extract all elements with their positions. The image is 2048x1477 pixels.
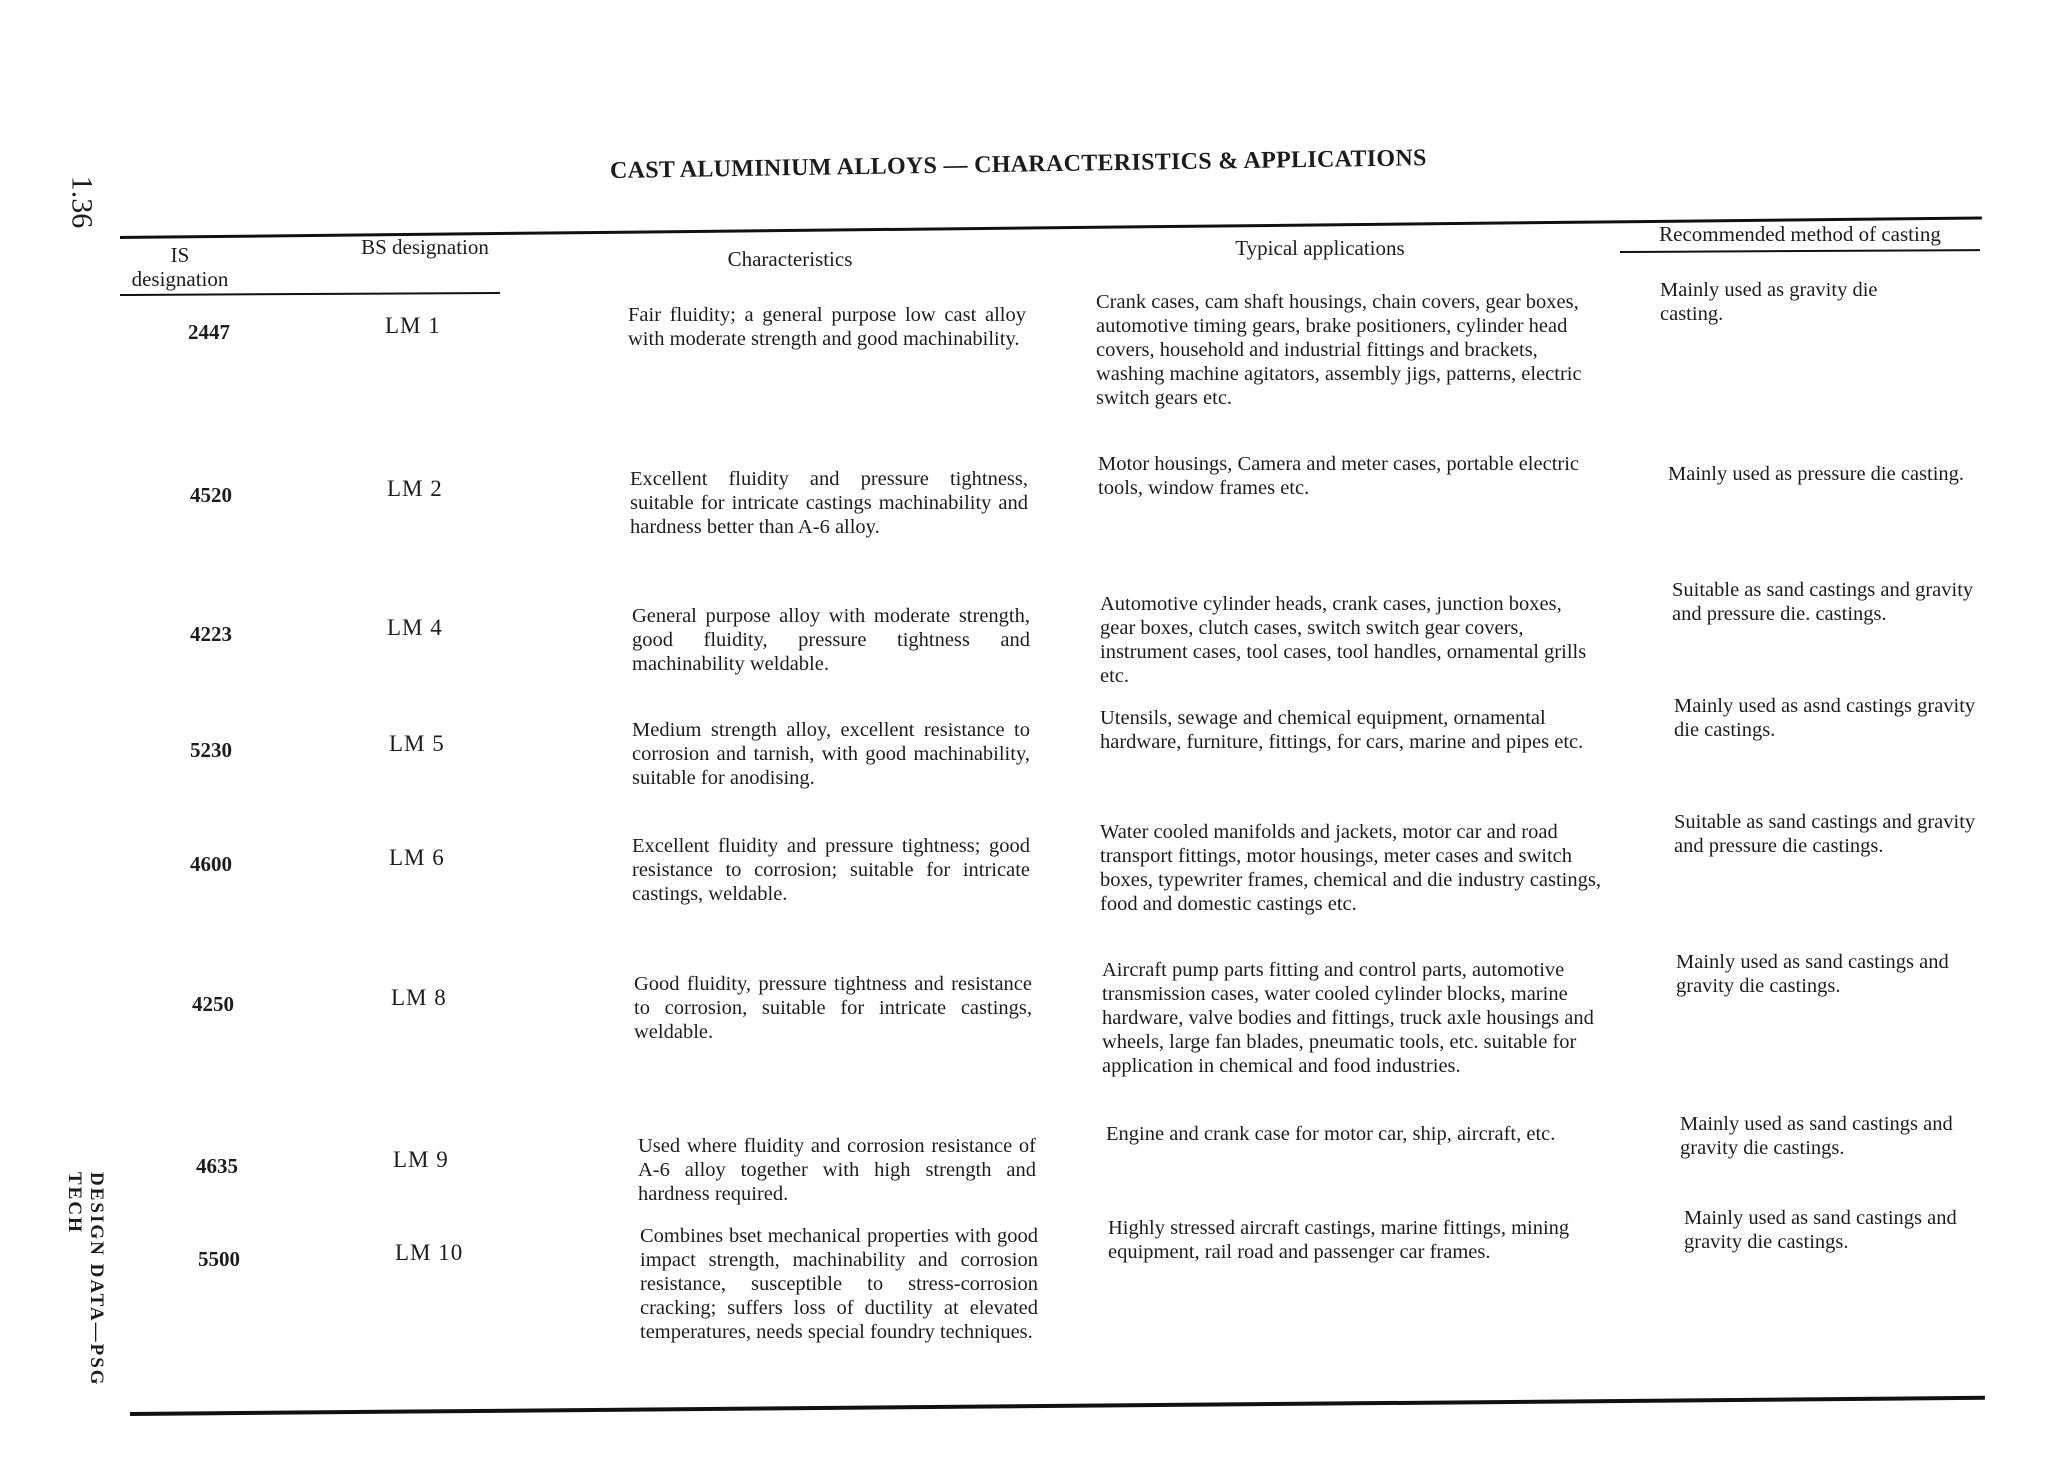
header-underline-left <box>120 292 500 296</box>
row-7-is: 4635 <box>196 1154 238 1178</box>
row-8-applications: Highly stressed aircraft castings, marine fittings, mining equipment, rail road and passenger car frames. <box>1108 1217 1570 1263</box>
row-5-is: 4600 <box>190 852 232 876</box>
header-bs-designation: BS designation <box>361 235 489 259</box>
row-4-bs: LM 5 <box>389 731 445 756</box>
row-8-characteristics: Combines bset mechanical properties with good impact strength, machinability and corrosion resistance, susceptible to stress-corrosion cracking; suffers loss of ductility at elevated temperatures, needs special foundry techniques. <box>640 1225 1038 1343</box>
header-underline-right <box>1620 249 1980 253</box>
table-title: CAST ALUMINIUM ALLOYS — CHARACTERISTICS & APPLICATIONS <box>609 145 1427 184</box>
row-4-applications: Utensils, sewage and chemical equipment, ornamental hardware, furniture, fittings, for cars, marine and pipes etc. <box>1100 707 1584 753</box>
header-is-designation: IS designation <box>131 243 229 291</box>
row-1-characteristics: Fair fluidity; a general purpose low cast alloy with moderate strength and good machinability. <box>628 304 1026 350</box>
bottom-rule <box>130 1396 1985 1416</box>
row-5-bs: LM 6 <box>389 845 445 870</box>
side-footer-text: DESIGN DATA—PSG TECH <box>64 1172 107 1387</box>
row-4-characteristics: Medium strength alloy, excellent resistance to corrosion and tarnish, with good machinability, suitable for anodising. <box>632 719 1030 789</box>
row-5-applications: Water cooled manifolds and jackets, motor car and road transport fittings, motor housings, meter cases and switch boxes, typewriter frames, chemical and die industry castings, food and domestic castings etc. <box>1100 821 1601 915</box>
row-4-method: Mainly used as asnd castings gravity die castings. <box>1674 695 1976 741</box>
row-5-method: Suitable as sand castings and gravity and pressure die castings. <box>1674 811 1976 857</box>
row-2-applications: Motor housings, Camera and meter cases, portable electric tools, window frames etc. <box>1098 453 1580 499</box>
page-number: 1.36 <box>65 175 99 229</box>
row-2-bs: LM 2 <box>387 476 443 501</box>
row-8-method: Mainly used as sand castings and gravity die castings. <box>1684 1207 1957 1253</box>
row-5-characteristics: Excellent fluidity and pressure tightness; good resistance to corrosion; suitable for intricate castings, weldable. <box>632 835 1030 905</box>
row-8-is: 5500 <box>198 1247 240 1271</box>
header-applications: Typical applications <box>1235 236 1405 260</box>
row-7-method: Mainly used as sand castings and gravity die castings. <box>1680 1113 1953 1159</box>
row-8-bs: LM 10 <box>395 1240 464 1265</box>
row-2-method: Mainly used as pressure die casting. <box>1668 463 1965 485</box>
row-1-is: 2447 <box>188 320 230 344</box>
row-7-applications: Engine and crank case for motor car, ship, aircraft, etc. <box>1106 1123 1556 1145</box>
header-casting-method: Recommended method of casting <box>1659 222 1941 246</box>
row-2-characteristics: Excellent fluidity and pressure tightness, suitable for intricate castings machinability and hardness better than A-6 alloy. <box>630 468 1028 538</box>
row-6-applications: Aircraft pump parts fitting and control parts, automotive transmission cases, water cooled cylinder blocks, marine hardware, valve bodies and fittings, truck axle housings and wheels, large fan blades, pneumatic tools, etc. suitable for application in chemical and food industries. <box>1102 959 1594 1077</box>
row-6-characteristics: Good fluidity, pressure tightness and resistance to corrosion, suitable for intricate castings, weldable. <box>634 973 1032 1043</box>
row-1-method: Mainly used as gravity die casting. <box>1660 279 1878 325</box>
row-3-method: Suitable as sand castings and gravity and pressure die. castings. <box>1672 579 1974 625</box>
row-1-applications: Crank cases, cam shaft housings, chain covers, gear boxes, automotive timing gears, brake positioners, cylinder head covers, household and industrial fittings and brackets, washing machine agitators, assembly jigs, patterns, electric switch gears etc. <box>1096 291 1582 409</box>
row-7-bs: LM 9 <box>393 1147 449 1172</box>
row-3-is: 4223 <box>190 622 232 646</box>
row-6-method: Mainly used as sand castings and gravity die castings. <box>1676 951 1949 997</box>
row-3-bs: LM 4 <box>387 615 443 640</box>
header-characteristics: Characteristics <box>727 247 853 271</box>
row-2-is: 4520 <box>190 483 232 507</box>
row-6-is: 4250 <box>192 992 234 1016</box>
row-7-characteristics: Used where fluidity and corrosion resistance of A-6 alloy together with high strength and hardness required. <box>638 1135 1036 1205</box>
row-3-characteristics: General purpose alloy with moderate strength, good fluidity, pressure tightness and machinability weldable. <box>632 605 1030 675</box>
row-6-bs: LM 8 <box>391 985 447 1010</box>
row-1-bs: LM 1 <box>385 313 441 338</box>
row-3-applications: Automotive cylinder heads, crank cases, junction boxes, gear boxes, clutch cases, switch switch gear covers, instrument cases, tool cases, tool handles, ornamental grills etc. <box>1100 593 1587 687</box>
row-4-is: 5230 <box>190 738 232 762</box>
